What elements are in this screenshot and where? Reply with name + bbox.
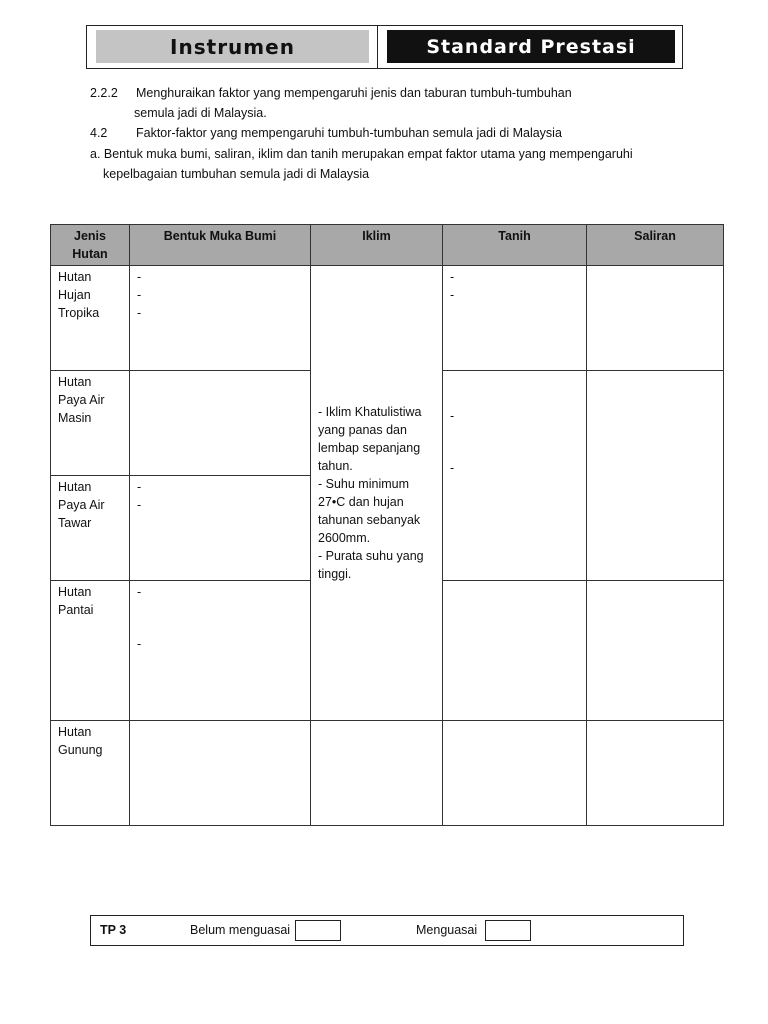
jenis-hutan-cell: Hutan Pantai [51,581,130,721]
intro-text-1: Menghuraikan faktor yang mempengaruhi jenis dan taburan tumbuh-tumbuhan [136,86,572,100]
intro-text-1-cont: semula jadi di Malaysia. [134,106,267,120]
iklim-point: - Iklim Khatulistiwa yang panas dan lembap sepanjang tahun. [318,405,422,473]
tanih-merged-cell[interactable]: - - [443,371,587,581]
forest-factors-table [50,224,724,826]
intro-number-2: 4.2 [90,126,108,140]
jenis-hutan-cell: Hutan Hujan Tropika [51,266,130,371]
intro-text-2: Faktor-faktor yang mempengaruhi tumbuh-tumbuhan semula jadi di Malaysia [136,126,562,140]
header-saliran: Saliran [587,225,724,266]
jenis-hutan-cell: Hutan Gunung [51,721,130,826]
header-title-standard-prestasi: Standard Prestasi [387,30,675,63]
bentuk-cell[interactable]: - - - [130,266,311,371]
tanih-cell[interactable]: - - [443,266,587,371]
table-row [51,266,724,371]
iklim-point: - Suhu minimum 27•C dan hujan tahunan sebanyak 2600mm. [318,477,421,545]
header-tanih: Tanih [443,225,587,266]
belum-menguasai-checkbox[interactable] [295,920,341,941]
iklim-point: - Purata suhu yang tinggi. [318,549,424,581]
belum-menguasai-label: Belum menguasai [190,923,291,937]
assessment-bar [90,915,684,946]
tanih-cell[interactable] [443,721,587,826]
iklim-merged-cell [311,266,443,721]
header-iklim: Iklim [311,225,443,266]
bentuk-cell[interactable] [130,721,311,826]
menguasai-checkbox[interactable] [485,920,531,941]
intro-number-1: 2.2.2 [90,86,118,100]
header-divider [377,26,378,68]
paragraph-line-1: a. Bentuk muka bumi, saliran, iklim dan tanih merupakan empat faktor utama yang mempengaruhi [90,147,633,161]
jenis-hutan-cell: Hutan Paya Air Masin [51,371,130,476]
iklim-cell[interactable] [311,721,443,826]
jenis-hutan-cell: Hutan Paya Air Tawar [51,476,130,581]
tp-level-label: TP 3 [100,923,127,937]
saliran-cell[interactable] [587,371,724,581]
table-row [51,721,724,826]
tanih-cell[interactable] [443,581,587,721]
saliran-cell[interactable] [587,721,724,826]
bentuk-cell[interactable] [130,371,311,476]
saliran-cell[interactable] [587,266,724,371]
header-jenis-hutan: Jenis Hutan [51,225,130,266]
header-box [86,25,683,69]
bentuk-cell[interactable]: - - [130,581,311,721]
saliran-cell[interactable] [587,581,724,721]
paragraph-line-2: kepelbagaian tumbuhan semula jadi di Malaysia [103,167,370,181]
header-bentuk-muka-bumi: Bentuk Muka Bumi [130,225,311,266]
bentuk-cell[interactable]: - - [130,476,311,581]
menguasai-label: Menguasai [416,923,478,937]
header-title-instrumen: Instrumen [96,30,369,63]
table-header-row [51,225,724,266]
